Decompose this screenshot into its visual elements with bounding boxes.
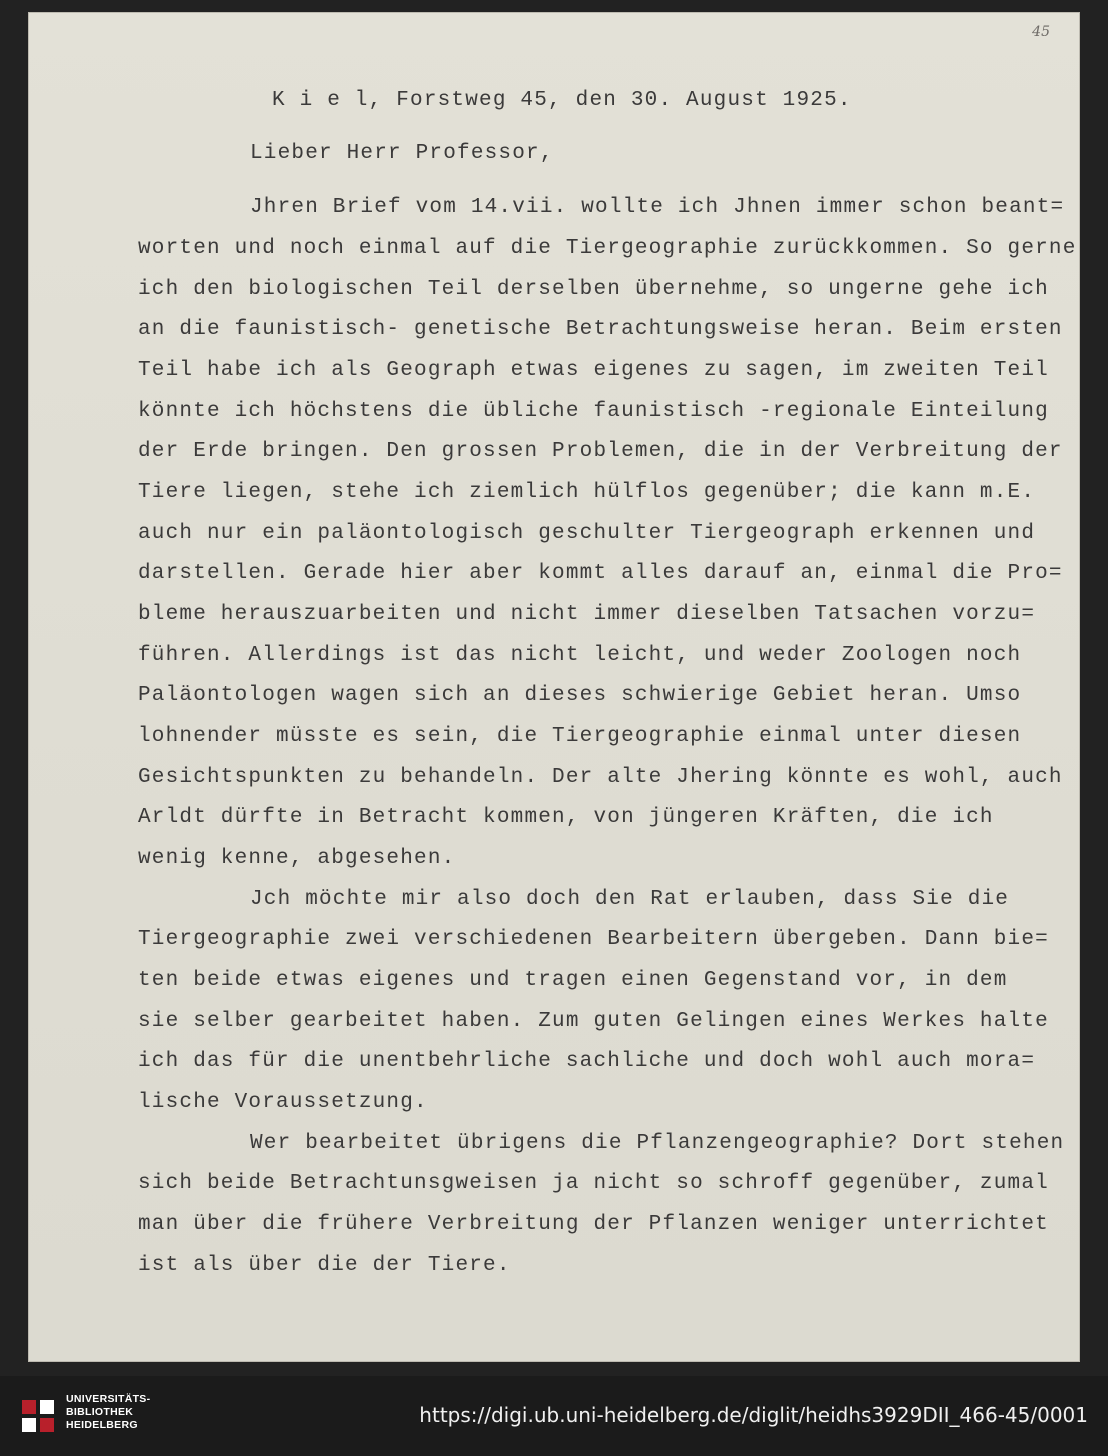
library-name-line: UNIVERSITÄTS- <box>66 1393 151 1405</box>
letter-paper <box>28 12 1080 1362</box>
letter-line: Paläontologen wagen sich an dieses schwierige Gebiet heran. Umso <box>138 684 1022 707</box>
library-name-line: BIBLIOTHEK <box>66 1406 134 1418</box>
letter-header: K i e l, Forstweg 45, den 30. August 1925. <box>272 89 852 112</box>
letter-line: Wer bearbeitet übrigens die Pflanzengeographie? Dort stehen <box>250 1132 1065 1155</box>
letter-line: führen. Allerdings ist das nicht leicht, und weder Zoologen noch <box>138 644 1022 667</box>
letter-line: Gesichtspunkten zu behandeln. Der alte Jhering könnte es wohl, auch <box>138 766 1063 789</box>
letter-line: ten beide etwas eigenes und tragen einen Gegenstand vor, in dem <box>138 969 1008 992</box>
letter-line: an die faunistisch- genetische Betrachtungsweise heran. Beim ersten <box>138 318 1063 341</box>
letter-line: sie selber gearbeitet haben. Zum guten Gelingen eines Werkes halte <box>138 1010 1049 1033</box>
letter-line: ich das für die unentbehrliche sachliche und doch wohl auch mora= <box>138 1050 1036 1073</box>
letter-line: Tiergeographie zwei verschiedenen Bearbeitern übergeben. Dann bie= <box>138 928 1049 951</box>
page-number: 45 <box>1032 24 1050 40</box>
letter-line: ist als über die der Tiere. <box>138 1254 511 1277</box>
letter-line: Jhren Brief vom 14.vii. wollte ich Jhnen immer schon beant= <box>250 196 1065 219</box>
library-name-line: HEIDELBERG <box>66 1419 138 1431</box>
letter-line: könnte ich höchstens die übliche faunistisch -regionale Einteilung <box>138 400 1049 423</box>
permalink-url[interactable]: https://digi.ub.uni-heidelberg.de/diglit/heidhs3929DII_466-45/0001 <box>419 1403 1088 1427</box>
letter-line: darstellen. Gerade hier aber kommt alles darauf an, einmal die Pro= <box>138 562 1063 585</box>
university-library-logo-icon <box>16 1394 60 1438</box>
viewer-footer <box>0 1376 1108 1456</box>
letter-line: Arldt dürfte in Betracht kommen, von jüngeren Kräften, die ich <box>138 806 994 829</box>
letter-line: Tiere liegen, stehe ich ziemlich hülflos gegenüber; die kann m.E. <box>138 481 1036 504</box>
letter-line: bleme herauszuarbeiten und nicht immer dieselben Tatsachen vorzu= <box>138 603 1036 626</box>
letter-line: Teil habe ich als Geograph etwas eigenes zu sagen, im zweiten Teil <box>138 359 1049 382</box>
letter-line: wenig kenne, abgesehen. <box>138 847 456 870</box>
letter-line: der Erde bringen. Den grossen Problemen, die in der Verbreitung der <box>138 440 1063 463</box>
letter-line: man über die frühere Verbreitung der Pflanzen weniger unterrichtet <box>138 1213 1049 1236</box>
letter-line: worten und noch einmal auf die Tiergeographie zurückkommen. So gerne <box>138 237 1077 260</box>
letter-line: Jch möchte mir also doch den Rat erlauben, dass Sie die <box>250 888 1010 911</box>
letter-line: auch nur ein paläontologisch geschulter Tiergeograph erkennen und <box>138 522 1036 545</box>
library-name <box>66 1393 150 1432</box>
letter-salutation: Lieber Herr Professor, <box>250 142 554 165</box>
letter-line: ich den biologischen Teil derselben übernehme, so ungerne gehe ich <box>138 278 1049 301</box>
letter-line: lische Voraussetzung. <box>138 1091 428 1114</box>
letter-line: sich beide Betrachtunsgweisen ja nicht so schroff gegenüber, zumal <box>138 1172 1049 1195</box>
letter-line: lohnender müsste es sein, die Tiergeographie einmal unter diesen <box>138 725 1022 748</box>
